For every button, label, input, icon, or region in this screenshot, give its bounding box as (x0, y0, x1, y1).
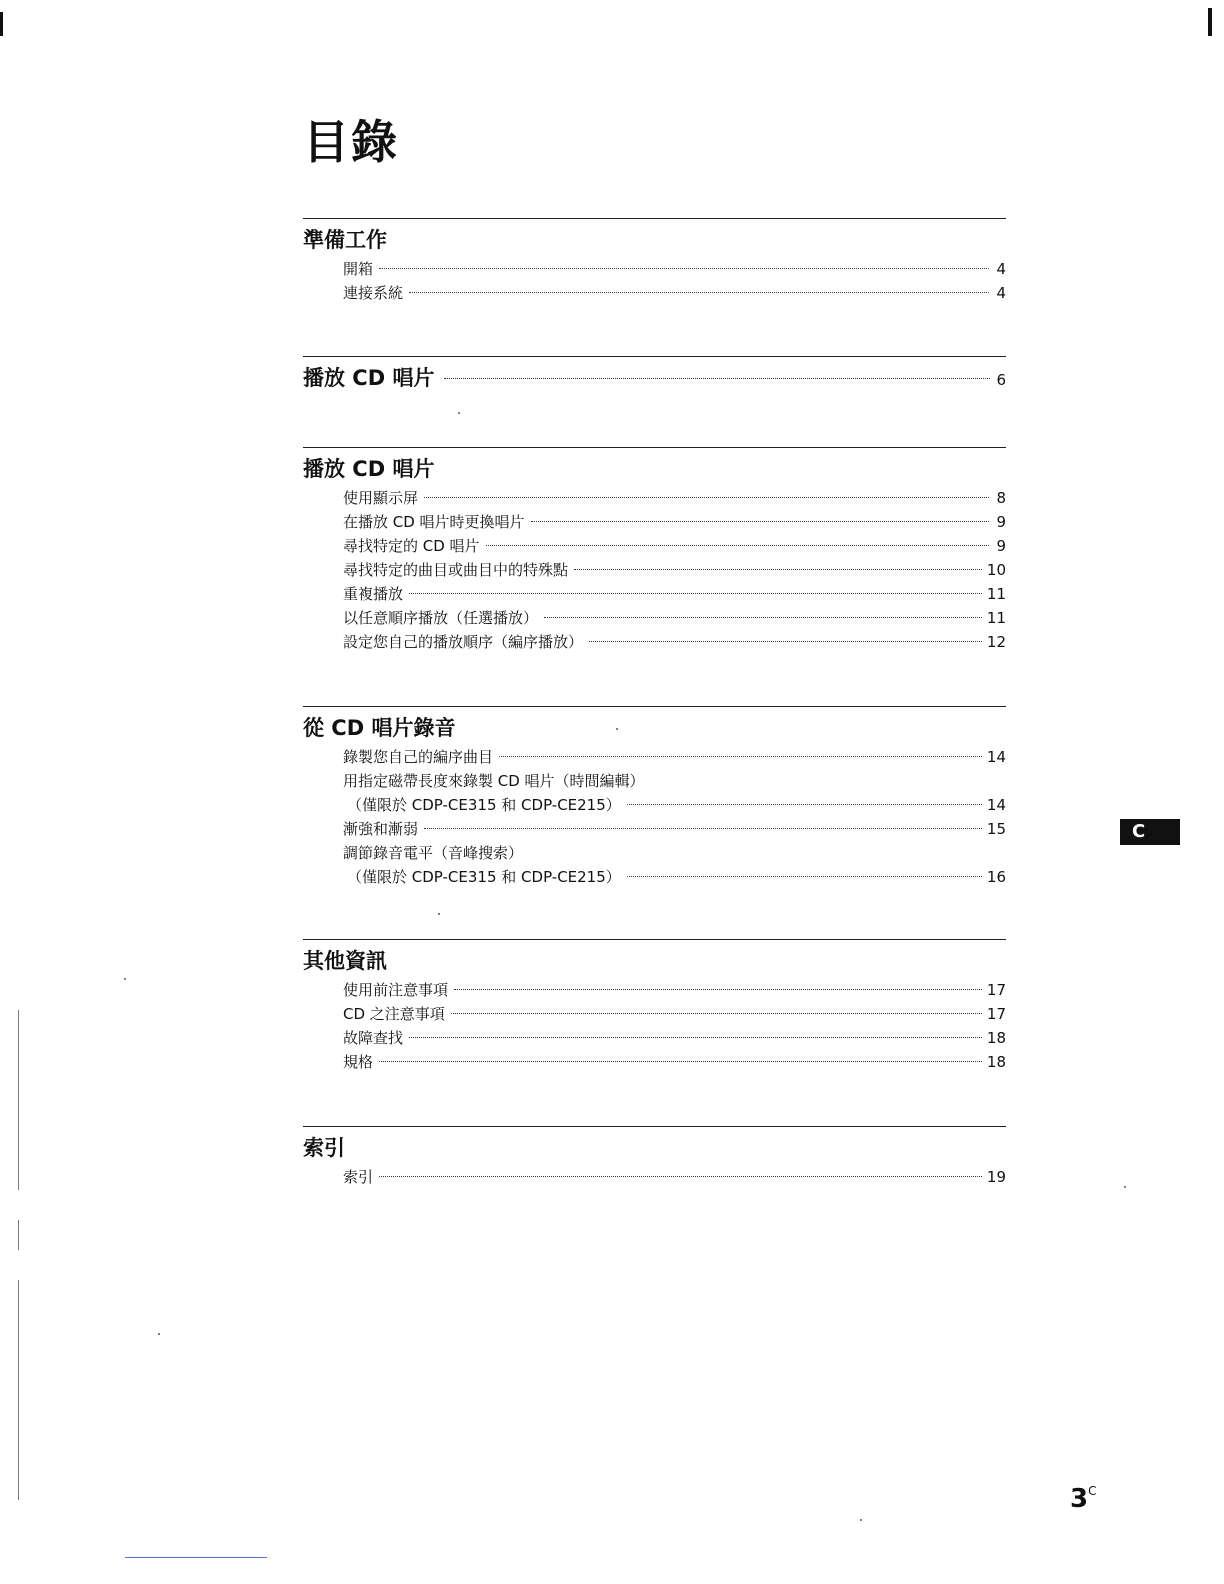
toc-entry (303, 1002, 1006, 1026)
toc-entry-page: 9 (996, 537, 1006, 555)
dot-leader (379, 268, 989, 269)
section-heading (303, 225, 1006, 255)
toc-entry-label: 重複播放 (343, 585, 404, 603)
dot-leader (409, 292, 989, 293)
entry-list (303, 978, 1006, 1074)
entry-list (303, 1165, 1006, 1189)
dot-leader (627, 804, 982, 805)
scan-edge-mark-left (0, 12, 3, 36)
dot-leader (486, 545, 989, 546)
scan-speck (438, 913, 440, 915)
toc-entry (303, 606, 1006, 630)
toc-section (303, 356, 1006, 395)
scan-speck (158, 1333, 160, 1335)
scan-speck (124, 978, 126, 980)
dot-leader (454, 989, 982, 990)
dot-leader (451, 1013, 982, 1014)
scan-edge-mark-right (1208, 8, 1212, 36)
dot-leader (499, 756, 982, 757)
dot-leader (409, 593, 982, 594)
toc-entry-page: 10 (986, 561, 1006, 579)
toc-entry-label: 索引 (343, 1168, 374, 1186)
scan-margin-line (18, 1010, 19, 1190)
section-heading (303, 363, 1006, 393)
dot-leader (627, 876, 982, 877)
section-rule (303, 447, 1006, 448)
section-heading (303, 946, 1006, 976)
toc-entry-label: 用指定磁帶長度來錄製 CD 唱片（時間編輯） (343, 772, 645, 790)
toc-entry (303, 817, 1006, 841)
toc-entry-label: 設定您自己的播放順序（編序播放） (343, 633, 584, 651)
toc-entry-label: 使用前注意事項 (343, 981, 449, 999)
toc-section (303, 1126, 1006, 1189)
toc-entry (303, 793, 1006, 817)
toc-entry-page: 15 (986, 820, 1006, 838)
toc-entry-page: 9 (996, 513, 1006, 531)
section-rule (303, 218, 1006, 219)
scan-bottom-rule (125, 1557, 267, 1558)
scan-speck (860, 1519, 862, 1521)
toc-entry-page: 18 (986, 1053, 1006, 1071)
toc-entry-label: 連接系統 (343, 284, 404, 302)
scan-margin-line (18, 1220, 19, 1250)
toc-entry-page: 8 (996, 489, 1006, 507)
toc-entry-label: 使用顯示屏 (343, 489, 419, 507)
dot-leader (409, 1037, 982, 1038)
toc-entry (303, 486, 1006, 510)
section-heading-text: 播放 CD 唱片 (303, 457, 435, 481)
toc-entry-label: 尋找特定的曲目或曲目中的特殊點 (343, 561, 569, 579)
page-title: 目錄 (303, 115, 399, 169)
toc-entry-label: 尋找特定的 CD 唱片 (343, 537, 480, 555)
toc-entry (303, 841, 1006, 865)
toc-entry-label: 故障查找 (343, 1029, 404, 1047)
entry-list (303, 486, 1006, 654)
dot-leader (379, 1176, 982, 1177)
section-heading-text: 播放 CD 唱片 (303, 366, 435, 390)
scan-speck (458, 412, 460, 414)
toc-entry (303, 865, 1006, 889)
toc-entry-label: 在播放 CD 唱片時更換唱片 (343, 513, 525, 531)
toc-entry (303, 1026, 1006, 1050)
entry-list (303, 745, 1006, 889)
toc-entry-page: 12 (986, 633, 1006, 651)
page-number-suffix: C (1088, 1484, 1097, 1498)
dot-leader (531, 521, 989, 522)
dot-leader (574, 569, 982, 570)
section-heading-text: 從 CD 唱片錄音 (303, 716, 456, 740)
section-heading-text: 索引 (303, 1136, 345, 1160)
section-heading-text: 準備工作 (303, 228, 387, 252)
toc-entry (303, 769, 1006, 793)
toc-entry-label: （僅限於 CDP-CE315 和 CDP-CE215） (347, 796, 621, 814)
toc-entry-page: 14 (986, 796, 1006, 814)
dot-leader (444, 378, 990, 379)
scan-speck (616, 728, 618, 730)
section-page-number: 6 (996, 371, 1006, 389)
section-heading (303, 454, 1006, 484)
toc-entry-page: 14 (986, 748, 1006, 766)
section-heading (303, 1133, 1006, 1163)
chapter-tab-marker: C (1120, 819, 1180, 845)
toc-section (303, 939, 1006, 1074)
entry-list (303, 257, 1006, 305)
section-heading-text: 其他資訊 (303, 949, 387, 973)
scan-margin-line (18, 1280, 19, 1500)
toc-entry (303, 534, 1006, 558)
toc-entry (303, 1165, 1006, 1189)
toc-entry (303, 558, 1006, 582)
toc-entry (303, 978, 1006, 1002)
toc-entry-label: 規格 (343, 1053, 374, 1071)
page-number-value: 3 (1070, 1484, 1089, 1514)
toc-entry (303, 582, 1006, 606)
toc-section (303, 447, 1006, 654)
dot-leader (379, 1061, 982, 1062)
toc-entry-page: 17 (986, 1005, 1006, 1023)
page-number (1070, 1484, 1096, 1514)
toc-entry (303, 257, 1006, 281)
toc-entry (303, 745, 1006, 769)
toc-entry (303, 630, 1006, 654)
toc-section (303, 218, 1006, 305)
toc-entry-label: 以任意順序播放（任選播放） (343, 609, 539, 627)
toc-entry-page: 4 (996, 284, 1006, 302)
toc-entry (303, 1050, 1006, 1074)
toc-entry-page: 19 (986, 1168, 1006, 1186)
dot-leader (544, 617, 982, 618)
toc-entry-page: 4 (996, 260, 1006, 278)
toc-entry-page: 17 (986, 981, 1006, 999)
section-rule (303, 356, 1006, 357)
section-rule (303, 939, 1006, 940)
toc-entry-label: （僅限於 CDP-CE315 和 CDP-CE215） (347, 868, 621, 886)
toc-entry (303, 510, 1006, 534)
dot-leader (589, 641, 982, 642)
toc-entry-page: 11 (986, 609, 1006, 627)
section-rule (303, 1126, 1006, 1127)
toc-entry-page: 18 (986, 1029, 1006, 1047)
toc-entry-label: 漸強和漸弱 (343, 820, 419, 838)
toc-entry-label: 調節錄音電平（音峰搜索） (343, 844, 524, 862)
toc-section (303, 706, 1006, 889)
toc-entry (303, 281, 1006, 305)
toc-entry-label: 開箱 (343, 260, 374, 278)
toc-entry-label: CD 之注意事項 (343, 1005, 445, 1023)
toc-entry-label: 錄製您自己的編序曲目 (343, 748, 494, 766)
scan-speck (1124, 1186, 1126, 1188)
toc-entry-page: 11 (986, 585, 1006, 603)
dot-leader (424, 497, 989, 498)
toc-entry-page: 16 (986, 868, 1006, 886)
section-heading (303, 713, 1006, 743)
dot-leader (424, 828, 982, 829)
section-rule (303, 706, 1006, 707)
